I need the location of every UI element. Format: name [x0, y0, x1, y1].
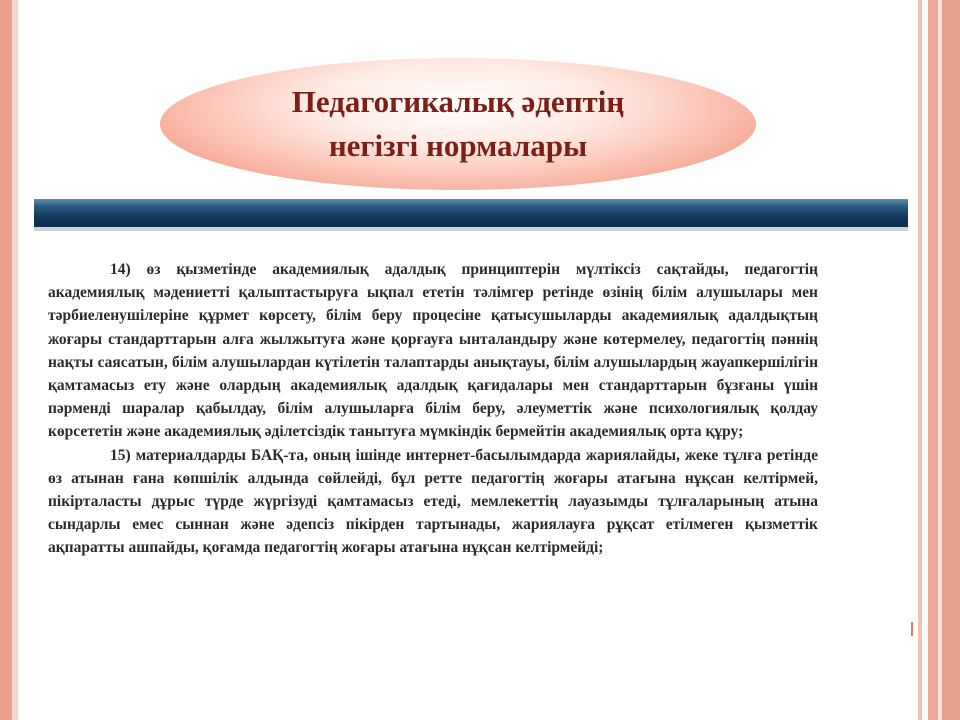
- right-frame-stripe: [928, 0, 938, 720]
- slide-body: [48, 258, 818, 560]
- slide-title-line-1: Педагогикалық әдептің: [291, 84, 625, 119]
- left-frame-inner-border: [12, 0, 18, 720]
- slide-title-line-2: негізгі нормалары: [328, 128, 588, 163]
- title-ellipse: [160, 58, 756, 190]
- norm-paragraph-14: 14) өз қызметінде академиялық адалдық принциптерін мүлтіксіз сақтайды, педагогтің академиялық мәдениетті қалыптастыруға ықпал ететін тәлімгер ретінде өзінің білім алушылары мен тәрбиеленушілеріне құрмет көрсету, білім беру процесіне қатысушыларды академиялық адалдықтың жоғары стандарттарын алға жылжытуға және қорғауға ынталандыру және көтермелеу, педагогтің пәннің нақты саясатын, білім алушылардан күтілетін талаптарды анықтауы, білім алушылардың жауапкершілігін қамтамасыз ету және олардың академиялық адалдық қағидалары мен стандарттарын бұзғаны үшін пәрменді шаралар қабылдау, білім алушыларға білім беру, әлеуметтік және психологиялық қолдау көрсететін және академиялық әділетсіздік танытуға мүмкіндік бермейтін академиялық орта құру;: [48, 261, 818, 441]
- left-frame-border: [0, 0, 12, 720]
- header-divider-shadow: [34, 227, 908, 231]
- slide-edge-mark: [911, 622, 913, 636]
- header-divider-bar: [34, 199, 908, 227]
- right-frame-stripe: [942, 0, 960, 720]
- norm-paragraph-15: 15) материалдарды БАҚ-та, оның ішінде интернет-басылымдарда жариялайды, жеке тұлға ретінде өз атынан ғана көпшілік алдында сөйлейді, бұл ретте педагогтің жоғары атағына нұқсан келтірмей, пікірталасты дұрыс түрде жүргізуді қамтамасыз етеді, мемлекеттің лауазымды тұлғаларының атына сындарлы емес сыннан және әдепсіз пікірден тартынады, жариялауға рұқсат етілмеген қызметтік ақпаратты ашпайды, қоғамда педагогтің жоғары атағына нұқсан келтірмейді;: [48, 446, 818, 557]
